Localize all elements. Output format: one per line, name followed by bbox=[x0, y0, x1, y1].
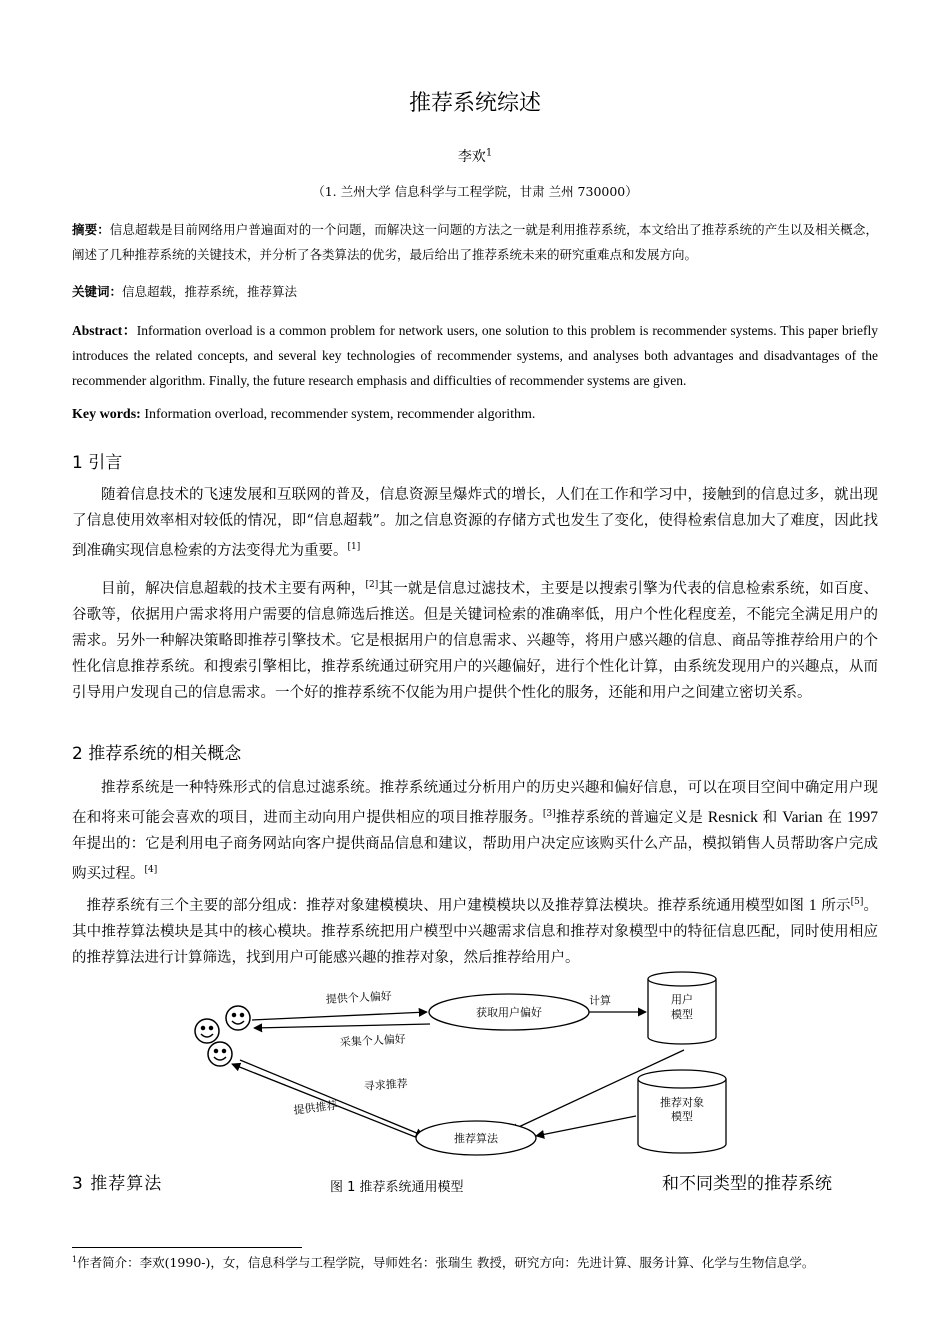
paragraph-text: 其一就是信息过滤技术，主要是以搜索引擎为代表的信息检索系统，如百度、谷歌等，依据用户需求将用户需要的信息筛选后推送。但是关键词检索的准确率低，用户个性化程度差，不能完全满足用户的需求。另外一种解决策略即推荐引擎技术。它是根据用户的信息需求、兴趣等，将用户感兴趣的信息、商品等推荐给用户的个性化信息推荐系统。和搜索引擎相比，推荐系统通过研究用户的兴趣偏好，进行个性化计算，由系统发现用户的兴趣点，从而引导用户发现自己的信息需求。一个好的推荐系统不仅能为用户提供个性化的服务，还能和用户之间建立密切关系。 bbox=[72, 580, 878, 701]
label-collect-preference: 采集个人偏好 bbox=[339, 1032, 407, 1049]
footnote-divider bbox=[72, 1247, 302, 1248]
paragraph-text: 目前，解决信息超载的技术主要有两种， bbox=[101, 580, 366, 597]
author-name: 李欢 bbox=[457, 149, 486, 165]
footnote-mark: 1 bbox=[72, 1254, 78, 1264]
citation-ref: [4] bbox=[144, 864, 158, 875]
abstract-zh bbox=[72, 217, 878, 267]
arrow-item-model-to-algorithm bbox=[536, 1116, 636, 1136]
label-compute: 计算 bbox=[589, 994, 611, 1007]
arrow-seek-recommendation bbox=[240, 1060, 424, 1136]
label-provide-recommendation: 提供推荐 bbox=[292, 1098, 339, 1117]
section-1-paragraph-1 bbox=[72, 482, 878, 564]
author-line bbox=[72, 146, 878, 166]
user-smiley-icon bbox=[208, 1042, 232, 1066]
user-smiley-icon bbox=[195, 1019, 219, 1043]
text-get-preference: 获取用户偏好 bbox=[476, 1006, 542, 1019]
keywords-en-text: Information overload, recommender system, recommender algorithm. bbox=[140, 407, 536, 422]
author-footnote-mark: 1 bbox=[485, 147, 493, 159]
keywords-zh-text: 信息超载，推荐系统，推荐算法 bbox=[122, 284, 298, 299]
keywords-zh-label: 关键词： bbox=[72, 284, 123, 299]
text-item-model-line2: 模型 bbox=[671, 1110, 693, 1123]
abstract-en-label: Abstract： bbox=[72, 323, 137, 338]
user-smiley-icon bbox=[226, 1006, 250, 1030]
footnote-text: 作者简介：李欢(1990-)，女，信息科学与工程学院，导师姓名：张瑞生 教授，研究方向：先进计算、服务计算、化学与生物信息学。 bbox=[77, 1255, 815, 1270]
keywords-en bbox=[72, 407, 535, 423]
figure-number: 1 bbox=[808, 896, 817, 914]
section-3-heading-part-1: 3 推荐算法 bbox=[72, 1174, 163, 1194]
text-item-model-line1: 推荐对象 bbox=[660, 1096, 704, 1109]
text-user-model-line1: 用户 bbox=[671, 993, 693, 1006]
arrow-provide-preference bbox=[252, 1012, 427, 1020]
name-varian: Varian bbox=[782, 808, 823, 826]
name-resnick: Resnick bbox=[707, 808, 758, 826]
abstract-en bbox=[72, 318, 878, 393]
section-2-paragraph-2 bbox=[72, 889, 878, 971]
paragraph-text: 。其中推荐算法模块是其中的核心模块。推荐系统把用户模型中兴趣需求信息和推荐对象模型中的特征信息匹配，同时使用相应的推荐算法进行计算筛选，找到用户可能感兴趣的推荐对象，然后推荐给用户。 bbox=[72, 897, 879, 966]
section-3-heading-part-2: 和不同类型的推荐系统 bbox=[662, 1174, 832, 1194]
figure-1-caption: 图 1 推荐系统通用模型 bbox=[330, 1180, 464, 1195]
arrow-collect-preference bbox=[254, 1024, 430, 1028]
citation-ref: [5] bbox=[850, 897, 864, 907]
paragraph-text: 随着信息技术的飞速发展和互联网的普及，信息资源呈爆炸式的增长，人们在工作和学习中，接触到的信息过多，就出现了信息使用效率相对较低的情况，即“信息超载”。加之信息资源的存储方式也发生了变化，使得检索信息加大了难度，因此找到准确实现信息检索的方法变得尤为重要。 bbox=[72, 487, 878, 559]
text-user-model-line2: 模型 bbox=[671, 1008, 693, 1021]
label-seek-recommendation: 寻求推荐 bbox=[363, 1076, 409, 1093]
section-1-heading: 1 引言 bbox=[72, 453, 123, 473]
paragraph-text: 推荐系统是一种特殊形式的信息过滤系统。推荐系统通过分析用户的历史兴趣和偏好信息，可以在项目空间中确定用户现在和将来可能会喜欢的项目，进而主动向用户提供相应的项目推荐服务。 bbox=[72, 780, 878, 826]
section-1-paragraph-2 bbox=[72, 572, 878, 706]
affiliation: （1. 兰州大学 信息科学与工程学院，甘肃 兰州 730000） bbox=[312, 184, 638, 199]
abstract-en-text: Information overload is a common problem for network users, one solution to this problem is recommender systems. This paper briefly introduces the related concepts, and several key technologies of recommender systems, and analyses both advantages and disadvantages of the recommender algorithm. Finally, the future research emphasis and difficulties of recommender systems are given. bbox=[72, 323, 878, 388]
paragraph-text: 年提出的：它是利用电子商务网站向客户提供商品信息和建议，帮助用户决定应该购买什么产品，模拟销售人员帮助客户完成购买过程。 bbox=[72, 835, 878, 882]
paragraph-text: 在 bbox=[822, 809, 848, 826]
abstract-zh-label: 摘要： bbox=[72, 222, 110, 237]
paragraph-text: 推荐系统有三个主要的部分组成：推荐对象建模模块、用户建模模块以及推荐算法模块。推荐系统通用模型如图 bbox=[86, 897, 809, 914]
text-recommend-algorithm: 推荐算法 bbox=[454, 1132, 498, 1145]
section-2-heading: 2 推荐系统的相关概念 bbox=[72, 744, 242, 764]
keywords-zh bbox=[72, 282, 297, 300]
citation-ref: [2] bbox=[365, 580, 379, 590]
citation-ref: [1] bbox=[347, 542, 361, 552]
paragraph-text: 所示 bbox=[816, 897, 851, 914]
abstract-zh-text: 信息超载是目前网络用户普遍面对的一个问题，而解决这一问题的方法之一就是利用推荐系统，本文给出了推荐系统的产生以及相关概念，阐述了几种推荐系统的关键技术，并分析了各类算法的优劣，最后给出了推荐系统未来的研究重难点和发展方向。 bbox=[72, 222, 878, 262]
user-model-cylinder-top bbox=[648, 972, 716, 986]
item-model-cylinder-top bbox=[638, 1070, 726, 1088]
keywords-en-label: Key words: bbox=[72, 407, 141, 422]
paper-title: 推荐系统综述 bbox=[408, 91, 541, 116]
citation-ref: [3] bbox=[542, 809, 556, 819]
label-provide-preference: 提供个人偏好 bbox=[325, 989, 393, 1006]
footnote bbox=[72, 1253, 892, 1271]
year-1997: 1997 bbox=[847, 808, 879, 826]
recommender-model-diagram bbox=[192, 966, 732, 1171]
section-2-paragraph-1 bbox=[72, 775, 878, 887]
paragraph-text: 推荐系统的普遍定义是 bbox=[555, 809, 708, 826]
paragraph-text: 和 bbox=[757, 809, 783, 826]
